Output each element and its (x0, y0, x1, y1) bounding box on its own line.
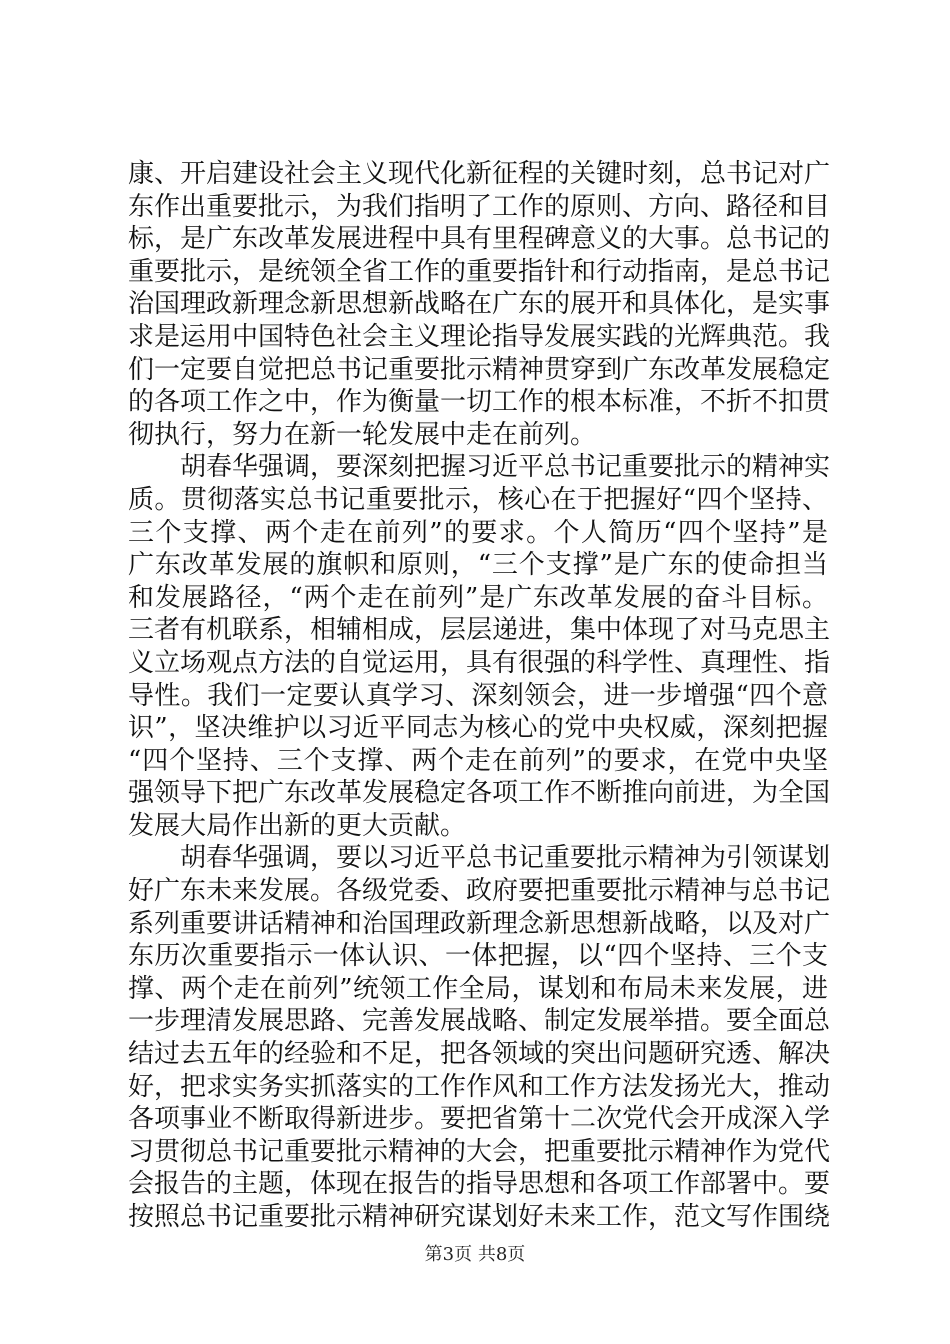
text-line: 胡春华强调，要以习近平总书记重要批示精神为引领谋划 (128, 843, 831, 874)
text-line: 重要批示，是统领全省工作的重要指针和行动指南，是总书记 (128, 256, 831, 287)
text-line: 东历次重要指示一体认识、一体把握，以“四个坚持、三个支 (128, 941, 828, 972)
text-line: 三者有机联系，相辅相成，层层递进，集中体现了对马克思主 (128, 615, 831, 646)
text-line: 好，把求实务实抓落实的工作作风和工作方法发扬光大，推动 (128, 1071, 831, 1102)
page-number-footer: 第3页 共8页 (424, 1244, 526, 1265)
text-line: 治国理政新理念新思想新战略在广东的展开和具体化，是实事 (128, 289, 831, 320)
text-line: 好广东未来发展。各级党委、政府要把重要批示精神与总书记 (128, 876, 831, 907)
text-line: 义立场观点方法的自觉运用，具有很强的科学性、真理性、指 (128, 647, 831, 678)
text-line: 撑、两个走在前列”统领工作全局，谋划和布局未来发展，进 (128, 973, 828, 1004)
text-line: 发展大局作出新的更大贡献。 (128, 810, 467, 841)
body-text (128, 158, 831, 1234)
text-line: 各项事业不断取得新进步。要把省第十二次党代会开成深入学 (128, 1104, 831, 1135)
text-line: 广东改革发展的旗帜和原则，“三个支撑”是广东的使命担当 (128, 550, 828, 581)
text-line: 胡春华强调，要深刻把握习近平总书记重要批示的精神实 (128, 452, 831, 483)
text-line: “四个坚持、三个支撑、两个走在前列”的要求，在党中央坚 (128, 745, 828, 776)
text-line: 系列重要讲话精神和治国理政新理念新思想新战略，以及对广 (128, 908, 831, 939)
text-line: 康、开启建设社会主义现代化新征程的关键时刻，总书记对广 (128, 159, 831, 189)
text-line: 东作出重要批示，为我们指明了工作的原则、方向、路径和目 (128, 191, 831, 222)
text-line: 彻执行，努力在新一轮发展中走在前列。 (128, 419, 597, 450)
text-line: 强领导下把广东改革发展稳定各项工作不断推向前进，为全国 (128, 778, 831, 809)
text-line: 按照总书记重要批示精神研究谋划好未来工作，范文写作围绕 (128, 1202, 831, 1232)
text-line: 导性。我们一定要认真学习、深刻领会，进一步增强“四个意 (128, 680, 828, 711)
text-line: 三个支撑、两个走在前列”的要求。个人简历“四个坚持”是 (128, 517, 828, 548)
text-line: 和发展路径，“两个走在前列”是广东改革发展的奋斗目标。 (128, 582, 828, 613)
text-line: 求是运用中国特色社会主义理论指导发展实践的光辉典范。我 (128, 321, 831, 352)
text-line: 习贯彻总书记重要批示精神的大会，把重要批示精神作为党代 (128, 1136, 831, 1167)
text-line: 质。贯彻落实总书记重要批示，核心在于把握好“四个坚持、 (128, 484, 828, 515)
text-line: 的各项工作之中，作为衡量一切工作的根本标准，不折不扣贯 (128, 387, 831, 418)
text-line: 结过去五年的经验和不足，把各领域的突出问题研究透、解决 (128, 1039, 831, 1070)
text-line: 们一定要自觉把总书记重要批示精神贯穿到广东改革发展稳定 (128, 354, 831, 385)
text-line: 会报告的主题，体现在报告的指导思想和各项工作部署中。要 (128, 1169, 831, 1200)
text-line: 识”，坚决维护以习近平同志为核心的党中央权威，深刻把握 (128, 713, 828, 744)
text-line: 标，是广东改革发展进程中具有里程碑意义的大事。总书记的 (128, 224, 831, 255)
text-line: 一步理清发展思路、完善发展战略、制定发展举措。要全面总 (128, 1006, 831, 1037)
